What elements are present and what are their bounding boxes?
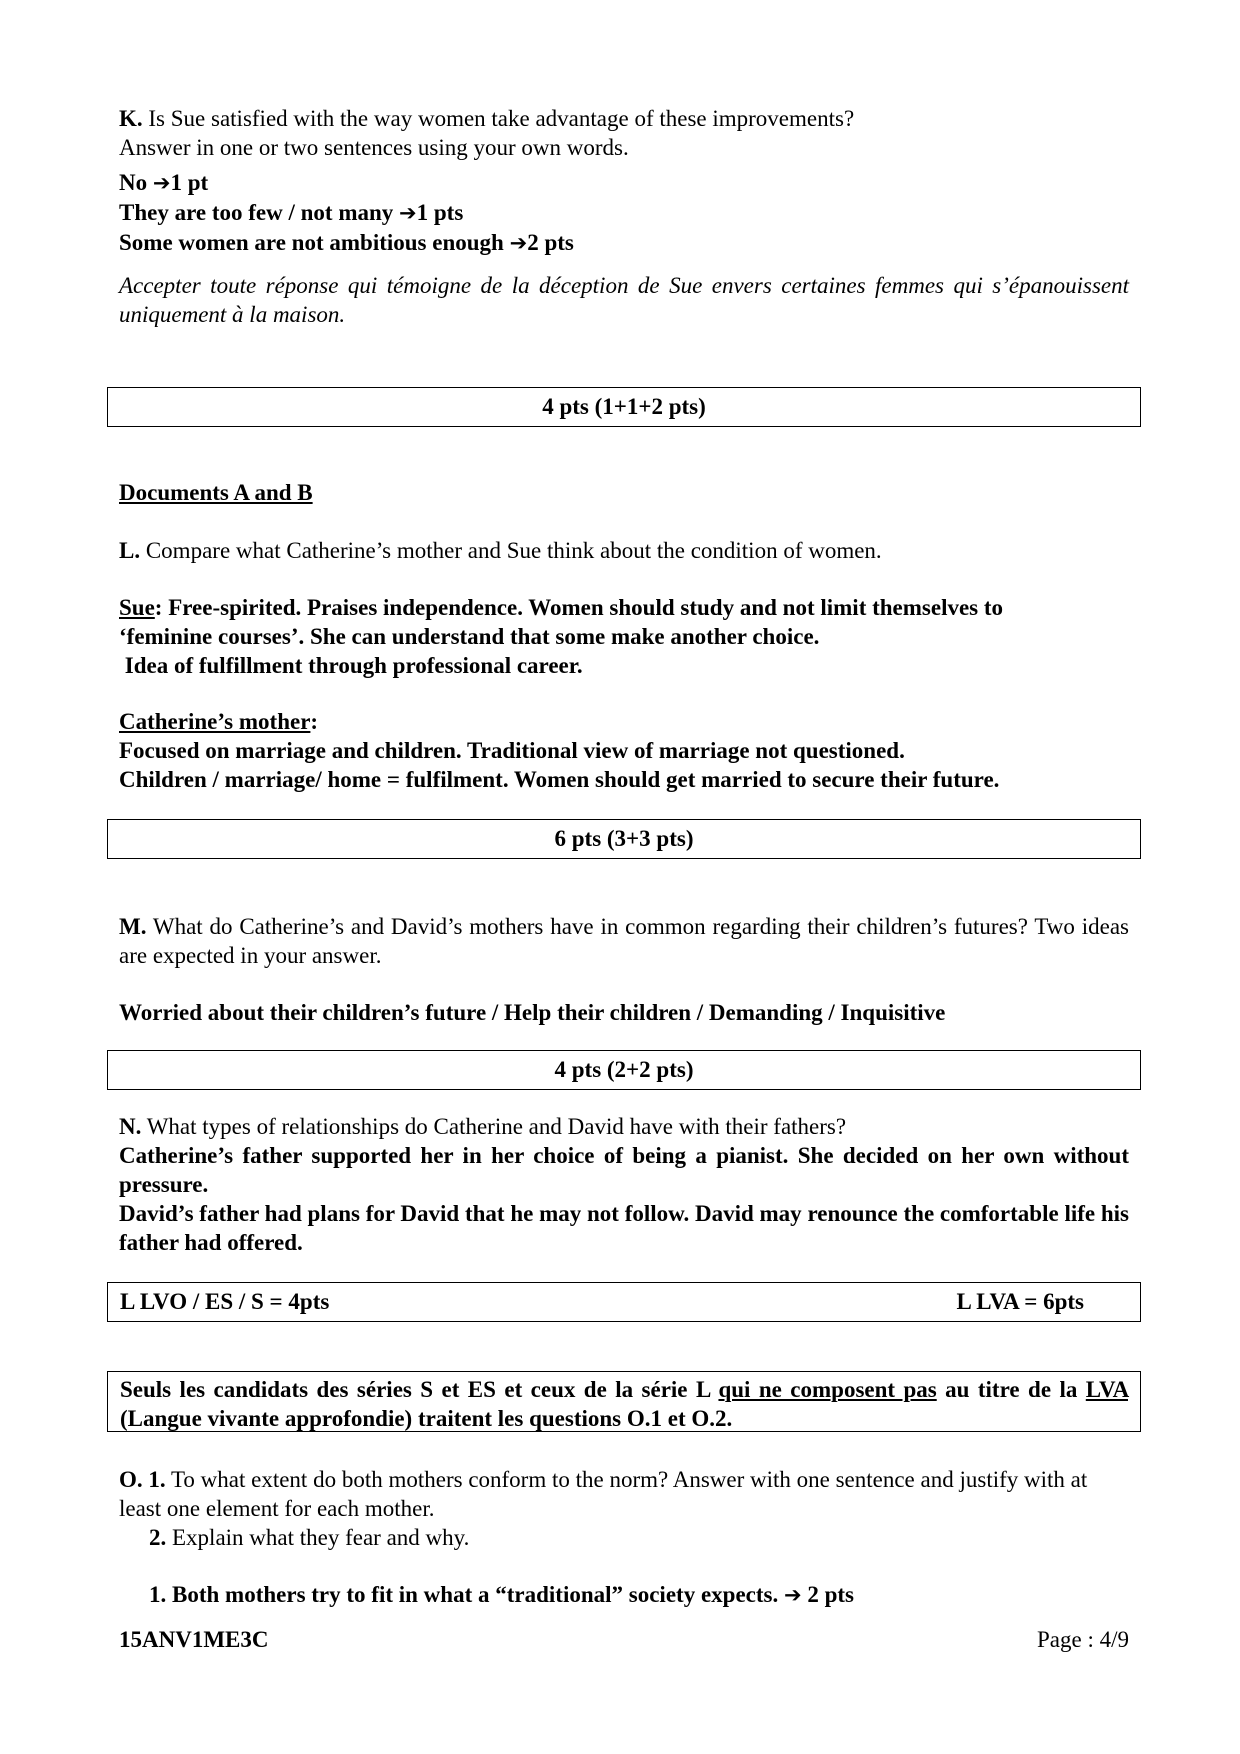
question-o-2: 2. Explain what they fear and why.: [149, 1525, 470, 1550]
sue-label: Sue: [119, 595, 155, 620]
question-m-text: What do Catherine’s and David’s mothers have in common regarding their children’s futures? Two ideas are expected in your answer.: [119, 914, 1129, 968]
score-box-l: 6 pts (3+3 pts): [107, 819, 1141, 859]
question-n-answer-catherine: Catherine’s father supported her in her choice of being a pianist. She decided on her own without pressure.: [119, 1143, 1129, 1197]
question-k-grading-note: Accepter toute réponse qui témoigne de la déception de Sue envers certaines femmes qui s’épanouissent uniquement à la maison.: [119, 273, 1129, 327]
answer-line: No ➔1 pt: [119, 170, 209, 195]
question-l-text: Compare what Catherine’s mother and Sue think about the condition of women.: [140, 538, 882, 563]
question-k-text: Is Sue satisfied with the way women take advantage of these improvements?: [142, 106, 855, 131]
question-m: [119, 912, 1129, 970]
score-lvo: L LVO / ES / S = 4pts: [120, 1289, 330, 1314]
sue-answer: Sue: Free-spirited. Praises independence. Women should study and not limit themselves to ‘feminine courses’. She can understand that some make another choice. Idea of fulfillment through professional career.: [119, 595, 1004, 678]
question-k-label: K.: [119, 106, 143, 131]
arrow-right-icon: ➔: [783, 1583, 802, 1607]
question-o-answer-1: 1. Both mothers try to fit in what a “traditional” society expects. ➔ 2 pts: [149, 1582, 854, 1607]
score-box-n: [107, 1282, 1141, 1322]
answer-line: Some women are not ambitious enough ➔2 pts: [119, 230, 574, 255]
question-n-label: N.: [119, 1114, 142, 1139]
score-box-k: 4 pts (1+1+2 pts): [107, 387, 1141, 427]
score-lva: L LVA = 6pts: [956, 1289, 1084, 1314]
question-o-label: O. 1.: [119, 1467, 166, 1492]
question-m-label: M.: [119, 914, 147, 939]
question-m-answer: Worried about their children’s future / Help their children / Demanding / Inquisitive: [119, 1000, 946, 1025]
arrow-right-icon: ➔: [152, 171, 171, 195]
section-heading: Documents A and B: [119, 480, 313, 505]
arrow-right-icon: ➔: [509, 231, 528, 255]
question-k-instruction: Answer in one or two sentences using your own words.: [119, 135, 629, 160]
arrow-right-icon: ➔: [399, 201, 417, 225]
mother-answer: Catherine’s mother: Focused on marriage and children. Traditional view of marriage not questioned. Children / marriage/ home = fulfilment. Women should get married to secure their future.: [119, 709, 1000, 792]
question-k: [119, 104, 1129, 162]
score-box-m: 4 pts (2+2 pts): [107, 1050, 1141, 1090]
question-l-label: L.: [119, 538, 141, 563]
question-o: [119, 1465, 1129, 1523]
mother-label: Catherine’s mother: [119, 709, 311, 734]
exam-code: 15ANV1ME3C: [119, 1627, 269, 1652]
page-footer: [119, 1625, 1129, 1654]
question-n-text: What types of relationships do Catherine and David have with their fathers?: [141, 1114, 847, 1139]
question-n: [119, 1112, 1129, 1141]
page-number: Page : 4/9: [1037, 1627, 1129, 1652]
question-o-text-2: Explain what they fear and why.: [166, 1525, 470, 1550]
answer-line: They are too few / not many ➔1 pts: [119, 200, 464, 225]
question-l: [119, 536, 1129, 565]
question-k-answers: [119, 168, 1129, 258]
candidate-notice: Seuls les candidats des séries S et ES et ceux de la série L qui ne composent pas au titre de la LVA (Langue vivante approfondie) traitent les questions O.1 et O.2.: [107, 1371, 1141, 1432]
question-n-answer-david: David’s father had plans for David that he may not follow. David may renounce the comfortable life his father had offered.: [119, 1201, 1129, 1255]
question-o-text-1: To what extent do both mothers conform to the norm? Answer with one sentence and justify with at least one element for each mother.: [119, 1467, 1088, 1521]
